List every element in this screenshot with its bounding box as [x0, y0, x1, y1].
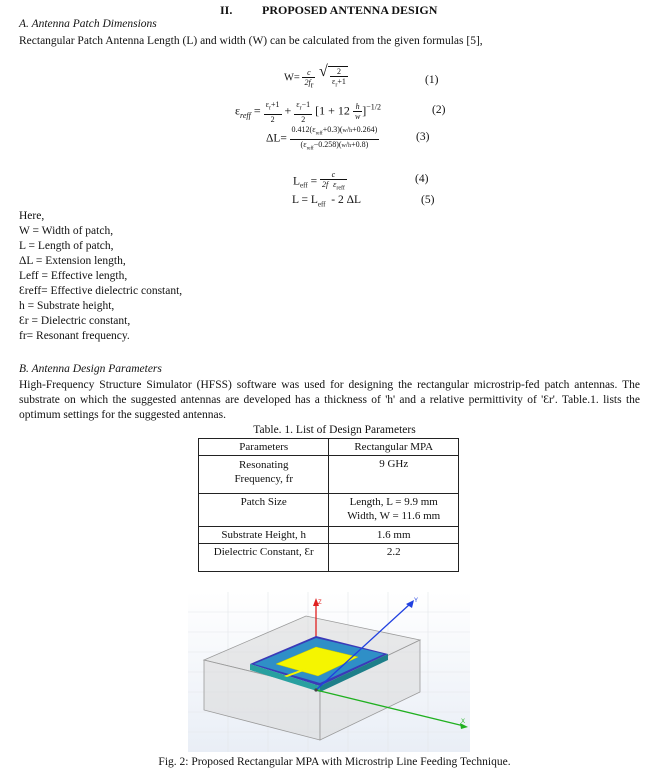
- equation-3-number: (3): [416, 131, 430, 143]
- definition-item: h = Substrate height,: [19, 300, 115, 312]
- eq1-rad-den-sub: r: [335, 82, 338, 89]
- eq3-fraction: $\frac{0.412(\varepsilon_{reff}+0.3)(w/h+0.264)}{(\varepsilon_{reff}-0.258)(w/h+0.8)}$: [291, 125, 378, 152]
- definition-item: Leff = Effective length,: [19, 270, 128, 282]
- eq1-den-sub: r: [310, 80, 314, 90]
- eq3-lhs: ΔL=: [266, 132, 287, 145]
- eq2-lhs-sub: reff: [240, 110, 251, 120]
- eq4-rad: ε: [333, 180, 337, 189]
- equation-4: [293, 170, 347, 194]
- table-caption: Table. 1. List of Design Parameters: [253, 424, 416, 436]
- table-row: [199, 456, 459, 494]
- eq4-lhs: L: [293, 175, 301, 188]
- z-axis-label: Z: [318, 600, 322, 606]
- eq2-frac1: [264, 100, 282, 124]
- table-row: [199, 494, 459, 527]
- equation-2: $\varepsilon_{reff}$ = $\frac{\varepsilon_r+1}{2}$ + $\frac{\varepsilon_r-1}{2}$ [1 + 12 $\frac{h}{w}$ ]$^{-1/2}$: [235, 100, 382, 124]
- eq1-den: 2f: [304, 77, 311, 87]
- eq2-t1-num: ε: [265, 100, 269, 109]
- definition-item: Ɛr = Dielectric constant,: [19, 315, 131, 327]
- eq3-den-mid: −0.258)(: [313, 139, 342, 149]
- eq2-t1-num-sub: r: [269, 105, 271, 112]
- eq4-den: 2f: [321, 180, 329, 189]
- definition-item: L = Length of patch,: [19, 240, 114, 252]
- table-cell: Length, L = 9.9 mm Width, W = 11.6 mm: [329, 494, 459, 527]
- table-cell: 1.6 mm: [329, 527, 459, 544]
- eq1-num: c: [307, 67, 311, 77]
- eq3-den: (ε: [300, 139, 307, 149]
- x-axis-label: X: [461, 719, 466, 725]
- eq2-w: w: [354, 112, 361, 122]
- definition-item: fr= Resonant frequency.: [19, 330, 130, 342]
- table-row: [199, 544, 459, 572]
- figure-caption: Fig. 2: Proposed Rectangular MPA with Microstrip Line Feeding Technique.: [158, 756, 511, 768]
- table-cell: 2.2: [329, 544, 459, 572]
- eq5-text-a: L = L: [292, 194, 318, 206]
- eq3-den-h: h: [348, 142, 352, 149]
- definitions-here: Here,: [19, 210, 45, 222]
- equation-1-number: (1): [425, 74, 439, 86]
- eq3-den-sub: reff: [306, 146, 314, 152]
- table-cell: Substrate Height, h: [199, 527, 329, 544]
- eq5-sub: eff: [317, 200, 326, 209]
- equation-3: [266, 125, 379, 153]
- eq4-num: c: [331, 170, 336, 179]
- section-title: PROPOSED ANTENNA DESIGN: [262, 3, 438, 17]
- eq2-lhs: ε: [235, 103, 241, 118]
- eq2-bracket: [1 + 12: [315, 103, 350, 118]
- eq1-rad-den: ε: [332, 77, 336, 86]
- table-header-row: [199, 439, 459, 456]
- eq1-lhs: W=: [284, 72, 300, 84]
- eq3-den-w: w: [341, 142, 346, 149]
- origin-marker: [314, 688, 317, 691]
- table-cell: Dielectric Constant, Ɛr: [199, 544, 329, 572]
- y-axis-label: Y: [414, 598, 419, 604]
- eq3-num-sub: reff: [315, 131, 323, 137]
- equation-5-number: (5): [421, 194, 435, 206]
- equation-5: [292, 194, 361, 208]
- eq3-num-w: w: [342, 128, 347, 134]
- equation-1: [284, 66, 348, 91]
- eq4-rad-sub: reff: [336, 185, 345, 192]
- eq3-num-h: h: [349, 128, 353, 134]
- antenna-3d-figure: [188, 592, 470, 752]
- eq3-num-mid: +0.3)(: [322, 125, 343, 134]
- design-parameters-table: [198, 438, 459, 572]
- eq3-num: 0.412(ε: [291, 125, 316, 134]
- eq5-text-b: - 2 ΔL: [325, 194, 362, 206]
- subsection-a-heading: A. Antenna Patch Dimensions: [19, 18, 157, 30]
- subsection-b-paragraph: High-Frequency Structure Simulator (HFSS) software was used for designing the rectangular microstrip-fed patch antennas. The substrate on which the suggested antennas are developed has a thickness of 'h' and a relative permittivity of 'Ɛr'. Table.1. lists the optimum settings for the suggested antennas.: [19, 379, 640, 421]
- eq1-fraction: [302, 68, 315, 90]
- subsection-a-intro: Rectangular Patch Antenna Length (L) and width (W) can be calculated from the given formulas [5],: [19, 35, 483, 47]
- eq1-rad-num: √ 2: [330, 67, 348, 77]
- eq3-den-tail: +0.8): [351, 139, 369, 149]
- eq2-t1-num-tail: +1: [271, 100, 280, 109]
- eq2-h: h: [355, 102, 360, 112]
- eq2-t2-num: ε: [296, 100, 300, 109]
- table-cell: Resonating Frequency, fr: [199, 456, 329, 494]
- table-cell: Patch Size: [199, 494, 329, 527]
- eq2-t2-den: 2: [301, 114, 306, 124]
- eq1-sqrt: [328, 66, 348, 91]
- subsection-b-heading: B. Antenna Design Parameters: [19, 363, 162, 375]
- eq4-lhs-sub: eff: [300, 181, 308, 190]
- definition-item: W = Width of patch,: [19, 225, 114, 237]
- eq2-t2-num-tail: −1: [301, 100, 311, 109]
- eq3-num-tail: +0.264): [352, 125, 378, 134]
- definition-item: ΔL = Extension length,: [19, 255, 126, 267]
- table-cell: 9 GHz: [329, 456, 459, 494]
- equation-4-number: (4): [415, 173, 429, 185]
- definitions-list: [19, 224, 182, 344]
- table-header-cell: Rectangular MPA: [329, 439, 459, 456]
- eq2-exp: −1/2: [366, 102, 382, 112]
- eq2-t1-den: 2: [270, 114, 275, 124]
- eq4-fraction: [320, 170, 347, 194]
- eq4-eq: =: [307, 175, 318, 188]
- definition-item: Ɛreff= Effective dielectric constant,: [19, 285, 183, 297]
- table-row: [199, 527, 459, 544]
- table-header-cell: Parameters: [199, 439, 329, 456]
- eq2-t2-num-sub: r: [299, 105, 302, 112]
- eq2-frac2: [294, 100, 312, 124]
- eq2-plus: +: [284, 103, 292, 118]
- section-number: II.: [220, 3, 233, 17]
- eq1-rad-den-tail: +1: [337, 77, 346, 86]
- equation-2-number: (2): [432, 104, 446, 116]
